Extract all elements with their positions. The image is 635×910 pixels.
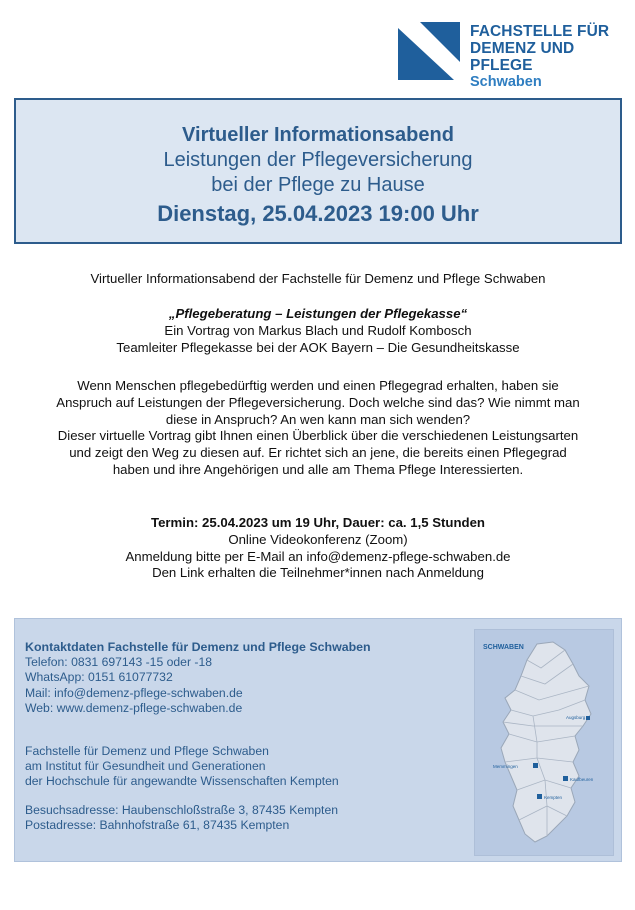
contact-whatsapp: WhatsApp: 0151 61077732	[25, 670, 173, 685]
visit-address: Besuchsadresse: Haubenschloßstraße 3, 87435 Kempten	[25, 802, 338, 817]
description-line: diese in Anspruch? An wen kann man sich wenden?	[165, 411, 471, 427]
logo	[398, 22, 623, 90]
description-block	[20, 378, 616, 479]
termin-link-note: Den Link erhalten die Teilnehmer*innen nach Anmeldung	[152, 565, 484, 581]
intro-text	[20, 271, 616, 288]
event-date: Dienstag, 25.04.2023 19:00 Uhr	[157, 201, 479, 226]
talk-speakers: Ein Vortrag von Markus Blach und Rudolf Kombosch	[164, 322, 472, 338]
org-line-2: am Institut für Gesundheit und Generationen	[25, 759, 266, 774]
org-line-3: der Hochschule für angewandte Wissenschaften Kempten	[25, 774, 339, 789]
description-line: Dieser virtuelle Vortrag gibt Ihnen einen Überblick über die verschiedenen Leistungsarten	[57, 428, 579, 444]
termin-block	[20, 515, 616, 582]
talk-block	[20, 306, 616, 356]
termin-registration: Anmeldung bitte per E-Mail an info@demenz-pflege-schwaben.de	[125, 548, 511, 564]
contact-web[interactable]: Web: www.demenz-pflege-schwaben.de	[25, 700, 243, 715]
description-line: Wenn Menschen pflegebedürftig werden und einen Pflegegrad erhalten, haben sie	[77, 378, 559, 393]
map-region-label: SCHWABEN	[483, 644, 524, 651]
termin-date: Termin: 25.04.2023 um 19 Uhr, Dauer: ca. 1,5 Stunden	[151, 515, 485, 530]
map-city-augsburg: Augsburg	[566, 715, 586, 720]
intro-line: Virtueller Informationsabend der Fachstelle für Demenz und Pflege Schwaben	[90, 271, 546, 286]
description-line: haben und ihre Angehörigen und alle am Thema Pflege Interessierten.	[112, 461, 524, 477]
talk-affiliation: Teamleiter Pflegekasse bei der AOK Bayern – Die Gesundheitskasse	[116, 339, 520, 355]
termin-format: Online Videokonferenz (Zoom)	[228, 531, 408, 547]
subtitle-1: Leistungen der Pflegeversicherung	[163, 149, 473, 171]
spacer	[25, 790, 371, 803]
page-title: Virtueller Informationsabend	[182, 124, 454, 146]
logo-text	[470, 23, 623, 91]
schwaben-map-icon	[475, 630, 615, 857]
map-city-kempten: Kempten	[544, 795, 563, 800]
org-line-1: Fachstelle für Demenz und Pflege Schwaben	[25, 744, 269, 759]
map-city-memmingen: Memmingen	[493, 764, 518, 769]
contact-mail[interactable]: Mail: info@demenz-pflege-schwaben.de	[25, 685, 243, 700]
description-line: Anspruch auf Leistungen der Pflegeversicherung. Doch welche sind das? Wie nimmt man	[56, 394, 580, 410]
logo-line-1: FACHSTELLE FÜR	[470, 23, 610, 40]
region-map	[474, 629, 614, 856]
spacer	[25, 716, 371, 731]
logo-mark-icon	[398, 22, 460, 80]
description-line: und zeigt den Weg zu diesen auf. Er richtet sich an jene, die bereits einen Pflegegrad	[69, 445, 567, 461]
title-box	[14, 98, 622, 244]
post-address: Postadresse: Bahnhofstraße 61, 87435 Kempten	[25, 817, 290, 832]
subtitle-2: bei der Pflege zu Hause	[211, 174, 425, 196]
logo-line-2: DEMENZ UND PFLEGE	[470, 40, 575, 74]
contact-phone: Telefon: 0831 697143 -15 oder -18	[25, 655, 213, 670]
spacer	[25, 731, 371, 744]
logo-line-3: Schwaben	[470, 74, 542, 90]
contact-heading: Kontaktdaten Fachstelle für Demenz und Pflege Schwaben	[25, 640, 371, 654]
talk-title: „Pflegeberatung – Leistungen der Pflegekasse“	[168, 306, 468, 321]
contact-details	[25, 640, 371, 833]
contact-box	[14, 618, 622, 862]
map-city-kaufbeuren: Kaufbeuren	[570, 777, 594, 782]
